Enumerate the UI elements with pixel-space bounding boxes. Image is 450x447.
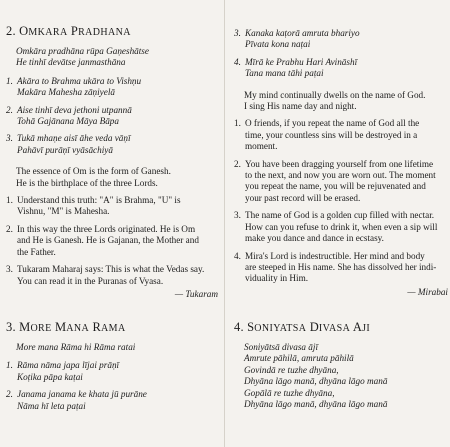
translation-item: 2. You have been dragging yourself from one lifetime to the next, and now you are worn out. The moment you repeat the name, you will be rejuvenated and your past record will be erased. xyxy=(234,158,436,203)
section-heading: 4. SONIYATSA DIVASA AJI xyxy=(234,320,371,334)
author-signature: — Tukaram xyxy=(174,288,218,299)
section-mirabai-continued xyxy=(234,28,448,298)
translation-refrain: The essence of Om is the form of Ganesh. He is the birthplace of the three Lords. xyxy=(16,166,171,188)
section-more-mana-rama xyxy=(6,320,218,418)
author-signature: — Mirabai xyxy=(407,286,448,297)
verse-refrain: More mana Rāma hi Rāma ratai xyxy=(16,342,136,352)
verse-item: 3. Tukā mhaṇe aisī āhe veda vāṇī Pahāvī purāṇī vyāsāchiyā xyxy=(6,133,131,155)
section-soniyatsa-divasa-aji xyxy=(234,320,448,417)
verse-item: 2. Janama janama ke khata jū purāne Nāma hī leta paṭai xyxy=(6,389,147,411)
translation-item: 1. Understand this truth: "A" is Brahma, "U" is Vishnu, "M" is Mahesha. xyxy=(6,195,181,217)
verse-item: 1. Akāra to Brahma ukāra to Vishṇu Makāra Mahesha zāṇiyelā xyxy=(6,75,142,98)
translation-refrain: My mind continually dwells on the name of God. I sing His name day and night. xyxy=(244,89,426,112)
translation-item: 3. Tukaram Maharaj says: This is what the Vedas say. You can read it in the Puranas of Vyasa. xyxy=(6,264,205,286)
section-heading: 3. MORE MANA RAMA xyxy=(6,320,126,334)
verse-item: 3. Kanaka kaṭorā amruta bhariyo Pīvata kona naṭai xyxy=(234,28,360,50)
translation-item: 4. Mira's Lord is indestructible. Her mind and body are steeped in His name. She has dissolved her indi- viduality in Him. xyxy=(234,250,437,284)
section-heading: 2. OMKARA PRADHANA xyxy=(6,24,131,38)
translation-item: 2. In this way the three Lords originated. He is Om and He is Ganesh. He is Gajanan, the Mother and the Father. xyxy=(6,223,199,257)
section-omkara-pradhana xyxy=(6,24,218,300)
verse-refrain: Omkāra pradhāna rūpa Gaṇeshātse He tinhī devātse janmasthāna xyxy=(16,46,149,68)
translation-item: 1. O friends, if you repeat the name of God all the time, your countless sins will be destroyed in a moment. xyxy=(234,118,420,152)
verse-lines: Soniyātsā divasa ājī Amrute pāhilā, amruta pāhilā Govindā re tuzhe dhyāna, Dhyāna lāgo manā, dhyāna lāgo manā Gopālā re tuzhe dhyāna, Dhyāna lāgo manā, dhyāna lāgo manā xyxy=(244,342,388,410)
verse-item: 4. Mīrā ke Prabhu Hari Avināshī Tana mana tāhi paṭai xyxy=(234,56,358,79)
verse-item: 2. Aise tinhī deva jethoni utpannā Tohā Gajānana Māya Bāpa xyxy=(6,104,132,127)
translation-item: 3. The name of God is a golden cup filled with nectar. How can you refuse to drink it, when even a sip will make you dance and dance in ecstasy. xyxy=(234,210,438,244)
verse-item: 1. Rāma nāma japa lījai prāṇī Koṭika pāpa kaṭai xyxy=(6,360,120,382)
column-divider xyxy=(224,0,225,447)
